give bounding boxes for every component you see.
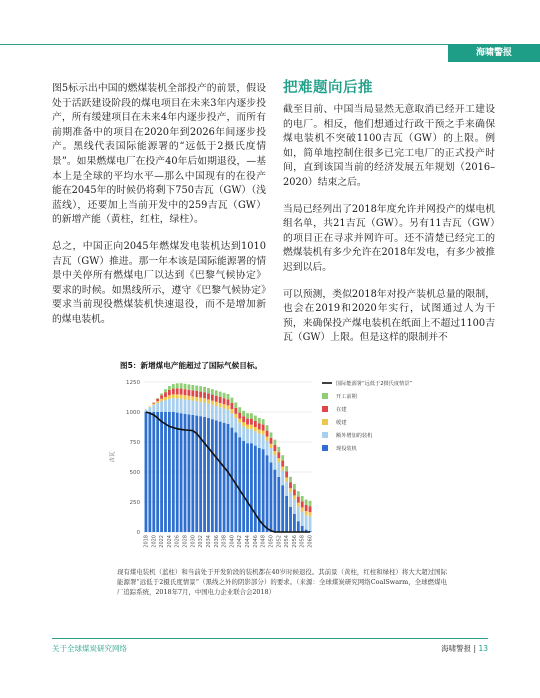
bar-segment <box>223 423 226 532</box>
bar-segment <box>242 426 245 440</box>
bar-segment <box>215 406 218 420</box>
y-tick-label: 250 <box>129 500 140 506</box>
bar-segment <box>223 398 226 404</box>
bar-segment <box>156 403 159 412</box>
bar-segment <box>262 435 265 449</box>
legend-label: 缓建 <box>336 420 347 426</box>
header-tag: 海啸警报 <box>448 44 540 62</box>
bar-segment <box>250 429 253 443</box>
legend-swatch <box>322 445 328 451</box>
bar-segment <box>254 431 257 445</box>
bar-segment <box>156 412 159 532</box>
bar-segment <box>266 455 269 532</box>
bar-segment <box>199 416 202 532</box>
bar-segment <box>168 395 171 399</box>
bar-segment <box>207 404 210 418</box>
bar-segment <box>168 390 171 395</box>
bar-segment <box>152 412 155 532</box>
x-tick-label: 2028 <box>182 535 189 548</box>
bar-segment <box>195 397 198 401</box>
bar-segment <box>234 402 237 407</box>
bar-segment <box>246 429 249 443</box>
bar-segment <box>203 392 206 398</box>
bar-segment <box>160 399 163 401</box>
y-tick-label: 0 <box>136 530 140 536</box>
x-tick-label: 2032 <box>198 535 205 548</box>
bar-segment <box>305 500 308 505</box>
bar-segment <box>301 496 304 501</box>
bar-segment <box>231 403 234 409</box>
bar-segment <box>293 489 296 495</box>
bar-segment <box>203 387 206 392</box>
bar-segment <box>227 399 230 405</box>
bar-segment <box>285 466 288 471</box>
bar-segment <box>168 386 171 390</box>
footer <box>0 638 540 658</box>
y-tick-label: 1250 <box>126 380 140 386</box>
bar-segment <box>191 401 194 415</box>
x-tick-label: 2030 <box>190 535 197 548</box>
x-tick-label: 2042 <box>237 535 244 548</box>
bar-segment <box>309 501 312 506</box>
bar-segment <box>172 384 175 389</box>
bar-segment <box>277 458 280 462</box>
bar-segment <box>176 413 179 532</box>
bar-segment <box>254 421 257 427</box>
bar-segment <box>309 516 312 530</box>
bar-segment <box>227 410 230 424</box>
bar-segment <box>281 455 284 460</box>
bar-segment <box>188 390 191 396</box>
bar-segment <box>164 392 167 397</box>
bar-segment <box>180 413 183 532</box>
section-heading: 把难题向后推 <box>283 80 373 96</box>
x-tick-label: 2048 <box>260 535 267 548</box>
bar-segment <box>262 425 265 431</box>
bar-segment <box>188 400 191 414</box>
bar-segment <box>254 416 257 421</box>
bar-segment <box>191 396 194 400</box>
bar-segment <box>203 417 206 532</box>
bar-segment <box>301 507 304 511</box>
bar-segment <box>211 395 214 401</box>
bar-segment <box>289 507 292 532</box>
bar-segment <box>250 443 253 532</box>
x-tick-label: 2024 <box>166 535 173 548</box>
bar-segment <box>285 471 288 477</box>
bar-segment <box>242 422 245 426</box>
bar-segment <box>305 515 308 529</box>
bar-segment <box>176 388 179 394</box>
bar-segment <box>273 451 276 455</box>
bar-segment <box>281 485 284 532</box>
bar-segment <box>184 399 187 413</box>
bar-segment <box>258 429 261 433</box>
footer-right: 海啸警报 | 13 <box>441 644 488 653</box>
bar-segment <box>238 437 241 532</box>
bar-segment <box>215 396 218 402</box>
bar-segment <box>277 452 280 458</box>
bar-segment <box>176 394 179 398</box>
bar-segment <box>168 412 171 532</box>
bar-segment <box>195 386 198 391</box>
bar-segment <box>203 398 206 402</box>
bar-segment <box>238 423 241 437</box>
bar-segment <box>227 424 230 532</box>
bar-segment <box>184 384 187 389</box>
bar-segment <box>262 419 265 424</box>
bar-segment <box>234 418 237 432</box>
bar-segment <box>234 408 237 414</box>
bar-segment <box>293 500 296 514</box>
left-column <box>52 82 266 340</box>
bar-segment <box>207 388 210 393</box>
bar-segment <box>301 512 304 526</box>
bar-segment <box>246 419 249 425</box>
bar-segment <box>180 395 183 399</box>
bar-segment <box>305 505 308 511</box>
bar-segment <box>152 404 155 405</box>
bar-segment <box>191 415 194 532</box>
bar-segment <box>191 385 194 390</box>
bar-segment <box>266 441 269 455</box>
bar-segment <box>211 405 214 419</box>
bar-segment <box>156 401 159 403</box>
bar-segment <box>199 402 202 416</box>
x-tick-label: 2058 <box>299 535 306 548</box>
bar-segment <box>219 403 222 407</box>
bar-segment <box>172 412 175 532</box>
bar-segment <box>168 399 171 412</box>
y-tick-label: 1000 <box>126 410 140 416</box>
legend-swatch <box>322 406 328 412</box>
bar-segment <box>152 403 155 404</box>
x-tick-label: 2056 <box>291 535 298 548</box>
bar-segment <box>195 401 198 415</box>
bar-segment <box>188 396 191 400</box>
bar-segment <box>273 445 276 451</box>
x-tick-label: 2054 <box>284 535 291 548</box>
x-tick-label: 2038 <box>221 535 228 548</box>
bar-segment <box>203 402 206 416</box>
right-paragraph: 当局已经列出了2018年度允许并网投产的煤电机组名单，共21吉瓦（GW）。另有11吉瓦（GW）的项目正在寻求并网许可。还不清楚已经完工的燃煤装机有多少允许在2018年发电，有多少被推迟到以后。 <box>283 203 495 273</box>
bar-segment <box>266 437 269 441</box>
bar-segment <box>188 384 191 389</box>
x-tick-label: 2022 <box>159 535 166 548</box>
bar-segment <box>164 389 167 392</box>
bar-segment <box>289 477 292 482</box>
bar-segment <box>215 390 218 395</box>
bar-segment <box>242 416 245 422</box>
legend-label: 开工前期 <box>336 394 357 400</box>
bar-segment <box>266 425 269 430</box>
bar-segment <box>223 393 226 398</box>
bar-segment <box>250 413 253 418</box>
x-tick-label: 2020 <box>151 535 158 548</box>
bar-segment <box>250 419 253 425</box>
bar-segment <box>254 427 257 431</box>
x-tick-label: 2018 <box>143 535 150 548</box>
bar-segment <box>207 393 210 399</box>
bar-segment <box>293 484 296 489</box>
y-axis-label: 吉瓦 <box>110 451 116 463</box>
bar-segment <box>281 461 284 467</box>
bar-segment <box>238 419 241 423</box>
bar-segment <box>215 402 218 406</box>
bar-segment <box>277 447 280 452</box>
bar-segment <box>180 383 183 388</box>
bar-segment <box>231 409 234 413</box>
bar-segment <box>242 411 245 416</box>
bar-segment <box>246 425 249 429</box>
bar-segment <box>270 462 273 532</box>
bar-segment <box>164 412 167 532</box>
bar-segment <box>227 405 230 409</box>
bar-segment <box>207 418 210 532</box>
bar-segment <box>184 414 187 532</box>
x-tick-label: 2026 <box>174 535 181 548</box>
footer-publication: 海啸警报 <box>441 644 472 653</box>
bar-segment <box>156 398 159 399</box>
legend-swatch <box>322 393 328 399</box>
bar-segment <box>258 423 261 429</box>
bar-segment <box>160 401 163 412</box>
bar-segment <box>223 404 226 408</box>
bar-segment <box>195 391 198 397</box>
bar-segment <box>297 521 300 532</box>
bar-segment <box>297 491 300 496</box>
bar-segment <box>309 512 312 516</box>
bar-segment <box>207 399 210 403</box>
bar-segment <box>164 397 167 400</box>
legend-label: 现役装机 <box>336 446 357 452</box>
bar-segment <box>289 488 292 492</box>
bar-segment <box>223 408 226 422</box>
bar-segment <box>148 407 151 412</box>
bar-segment <box>305 511 308 515</box>
bar-segment <box>156 399 159 401</box>
bar-segment <box>285 477 288 481</box>
x-tick-label: 2046 <box>252 535 259 548</box>
bar-segment <box>262 431 265 435</box>
bar-segment <box>172 394 175 398</box>
bar-segment <box>277 477 280 532</box>
bar-segment <box>238 413 241 419</box>
bar-segment <box>152 405 155 412</box>
bar-segment <box>281 471 284 485</box>
bar-segment <box>270 438 273 444</box>
x-tick-label: 2050 <box>268 535 275 548</box>
bar-segment <box>219 392 222 397</box>
bar-segment <box>172 398 175 412</box>
right-paragraph: 可以预测，类似2018年对投产装机总量的限制，也会在2019和2020年实行，试图通过人为干预，来确保投产煤电装机在纸面上不超过1100吉瓦（GW）上限。但是这样的限制并不 <box>283 288 495 344</box>
bar-segment <box>273 470 276 532</box>
bar-segment <box>297 507 300 521</box>
bar-segment <box>231 398 234 403</box>
bar-segment <box>199 386 202 391</box>
bar-segment <box>172 389 175 395</box>
legend-swatch <box>322 432 328 438</box>
x-tick-label: 2040 <box>229 535 236 548</box>
bar-segment <box>301 526 304 532</box>
bar-segment <box>258 418 261 423</box>
bar-segment <box>281 467 284 471</box>
bar-segment <box>266 431 269 437</box>
bar-segment <box>297 497 300 503</box>
bar-segment <box>270 432 273 437</box>
figure-title: 图5：新增煤电产能超过了国际气候目标。 <box>120 361 262 370</box>
x-tick-label: 2052 <box>276 535 283 548</box>
coal-capacity-chart <box>100 374 452 564</box>
bar-segment <box>301 501 304 507</box>
bar-segment <box>246 413 249 418</box>
bar-segment <box>289 482 292 488</box>
bar-segment <box>273 455 276 469</box>
right-column <box>283 103 495 358</box>
bar-segment <box>242 441 245 532</box>
x-tick-label: 2036 <box>213 535 220 548</box>
bar-segment <box>199 398 202 402</box>
bar-segment <box>184 395 187 399</box>
footer-rule <box>52 638 488 639</box>
bar-segment <box>250 425 253 429</box>
x-tick-label: 2044 <box>245 535 252 548</box>
bar-segment <box>285 482 288 496</box>
bar-segment <box>246 443 249 532</box>
bar-segment <box>176 383 179 388</box>
bar-segment <box>285 496 288 532</box>
bar-segment <box>227 394 230 399</box>
left-paragraph: 图5标示出中国的燃煤装机全部投产的前景，假设处于活跃建设阶段的煤电项目在未来3年内逐步投产，所有缓建项目在未来4年内逐步投产，而所有前期准备中的项目在2020年到2026年间逐步投产。黑线代表国际能源署的“远低于2摄氏度情景”。如果燃煤电厂在投产40年后如期退役，—基本上是全球的平均水平—那么中国现有的在役产能在2045年的时候仍将剩下750吉瓦（GW）（浅蓝线），还要加上当前开发中的259吉瓦（GW）的新增产能（黄柱，红柱，绿柱）。 <box>52 83 266 226</box>
bar-segment <box>219 397 222 403</box>
bar-segment <box>184 389 187 395</box>
bar-segment <box>188 414 191 532</box>
bar-segment <box>160 395 163 399</box>
bar-segment <box>176 398 179 412</box>
bar-segment <box>270 444 273 448</box>
bar-segment <box>293 514 296 532</box>
figure-caption: 现有煤电装机（蓝柱）和当前处于开发阶段的装机都在40岁时候退役。其前景（黄柱，红柱和绿柱）将大大超过国际能源署“远低于2摄氏度情景”（黑线之外的阴影部分）的要求。（来源：全球煤炭研究网络CoalSwarm，全球燃煤电厂追踪系统，2018年7月，中国电力企业联合会2018） <box>117 568 447 596</box>
legend-swatch <box>322 419 328 425</box>
bar-segment <box>164 400 167 412</box>
bar-segment <box>211 389 214 394</box>
bar-segment <box>211 401 214 405</box>
bar-segment <box>254 446 257 532</box>
bar-segment <box>219 407 222 421</box>
bar-segment <box>293 495 296 499</box>
bar-segment <box>258 434 261 448</box>
legend-label: 国际能源署“远低于2摄氏度情景” <box>336 381 413 387</box>
page-number: 13 <box>478 644 488 653</box>
bar-segment <box>199 392 202 398</box>
y-tick-label: 750 <box>129 440 140 446</box>
bar-segment <box>262 449 265 532</box>
bar-segment <box>148 412 151 532</box>
bar-segment <box>277 462 280 476</box>
bar-segment <box>297 503 300 507</box>
bar-segment <box>180 389 183 395</box>
bar-segment <box>231 413 234 427</box>
bar-segment <box>234 414 237 418</box>
footer-left-link[interactable]: 关于全球煤炭研究网络 <box>52 644 127 653</box>
bar-segment <box>215 420 218 532</box>
bar-segment <box>148 407 151 408</box>
legend-label: 额外增加的装机 <box>336 433 373 439</box>
bar-segment <box>160 393 163 395</box>
legend-label: 在建 <box>336 407 347 413</box>
bar-segment <box>191 390 194 396</box>
bar-segment <box>289 492 292 506</box>
bar-segment <box>273 440 276 445</box>
bar-segment <box>180 399 183 413</box>
x-tick-label: 2060 <box>307 535 314 548</box>
bar-segment <box>270 448 273 462</box>
header-bar <box>0 44 540 62</box>
y-tick-label: 500 <box>129 470 140 476</box>
bar-segment <box>309 506 312 512</box>
bar-segment <box>219 422 222 532</box>
bar-segment <box>238 407 241 412</box>
left-paragraph: 总之，中国正向2045年燃煤发电装机达到1010吉瓦（GW）推进。那一年本该是国际能源署的情景中关停所有燃煤电厂以达到《巴黎气候协定》要求的时候。如黑线所示，遵守《巴黎气候协定》要求当前现役燃煤装机快速退役，而不是增加新的煤电装机。 <box>52 240 266 325</box>
right-paragraph: 截至目前、中国当局显然无意取消已经开工建设的电厂。相反，他们想通过行政干预之手来确保煤电装机不突破1100吉瓦（GW）的上限。例如，简单地控制住很多已完工电厂的正式投产时间，直到该国当前的经济发展五年规划（2016–2020）结束之后。 <box>283 104 495 188</box>
bar-segment <box>145 412 148 532</box>
bar-segment <box>211 419 214 532</box>
x-tick-label: 2034 <box>205 535 212 548</box>
bar-segment <box>160 412 163 532</box>
